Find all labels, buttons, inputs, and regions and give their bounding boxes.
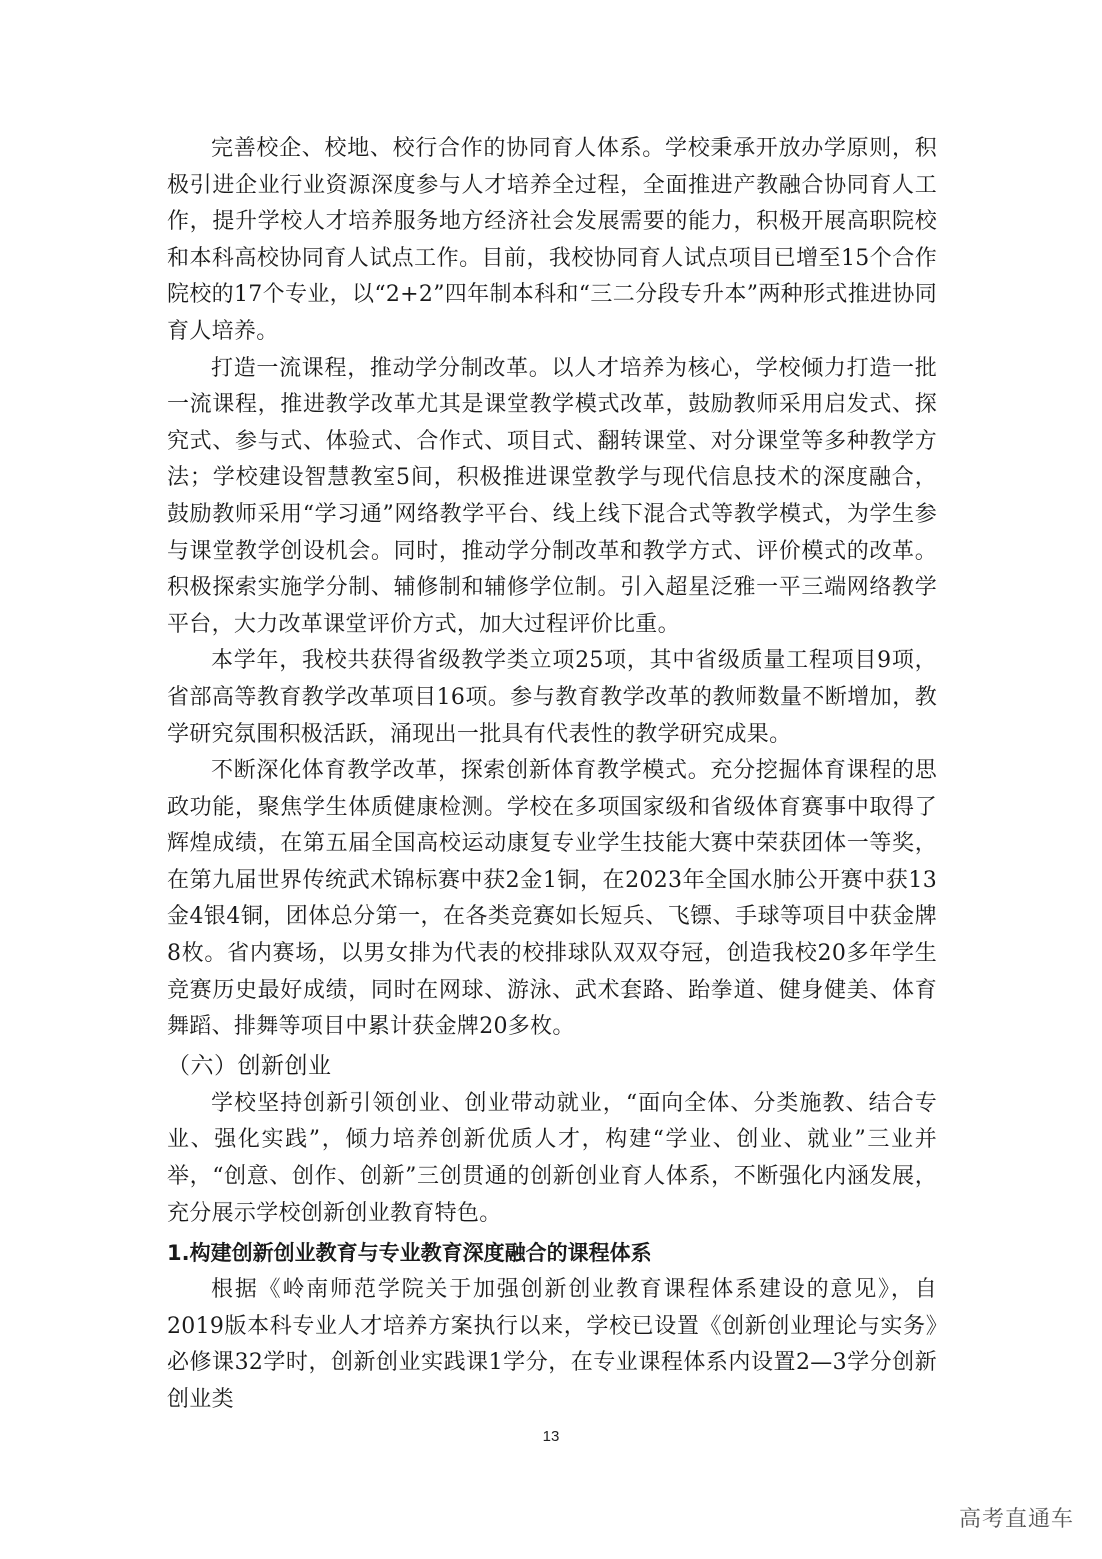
document-body	[167, 131, 937, 1419]
paragraph-first-class-courses: 打造一流课程，推动学分制改革。以人才培养为核心，学校倾力打造一批一流课程，推进教学改革尤其是课堂教学模式改革，鼓励教师采用启发式、探究式、参与式、体验式、合作式、项目式、翻转课堂、对分课堂等多种教学方法；学校建设智慧教室5间，积极推进课堂教学与现代信息技术的深度融合，鼓励教师采用“学习通”网络教学平台、线上线下混合式等教学模式，为学生参与课堂教学创设机会。同时，推动学分制改革和教学方式、评价模式的改革。积极探索实施学分制、辅修制和辅修学位制。引入超星泛雅一平三端网络教学平台，大力改革课堂评价方式，加大过程评价比重。	[167, 355, 937, 637]
section-heading-innovation: （六）创新创业	[167, 1052, 332, 1079]
paragraph-collaborative-education: 完善校企、校地、校行合作的协同育人体系。学校秉承开放办学原则，积极引进企业行业资源深度参与人才培养全过程，全面推进产教融合协同育人工作，提升学校人才培养服务地方经济社会发展需要的能力，积极开展高职院校和本科高校协同育人试点工作。目前，我校协同育人试点项目已增至15个合作院校的17个专业，以“2+2”四年制本科和“三二分段专升本”两种形式推进协同育人培养。	[167, 136, 937, 344]
paragraph-curriculum: 根据《岭南师范学院关于加强创新创业教育课程体系建设的意见》，自2019版本科专业人才培养方案执行以来，学校已设置《创新创业理论与实务》必修课32学时，创新创业实践课1学分，在专业课程体系内设置2—3学分创新创业类	[167, 1277, 937, 1412]
paragraph-sports-reform: 不断深化体育教学改革，探索创新体育教学模式。充分挖掘体育课程的思政功能，聚焦学生体质健康检测。学校在多项国家级和省级体育赛事中取得了辉煌成绩，在第五届全国高校运动康复专业学生技能大赛中荣获团体一等奖，在第九届世界传统武术锦标赛中获2金1铜，在2023年全国水肺公开赛中获13金4银4铜，团体总分第一，在各类竞赛如长短兵、飞镖、手球等项目中获金牌8枚。省内赛场，以男女排为代表的校排球队双双夺冠，创造我校20多年学生竞赛历史最好成绩，同时在网球、游泳、武术套路、跆拳道、健身健美、体育舞蹈、排舞等项目中累计获金牌20多枚。	[167, 758, 937, 1040]
paragraph-teaching-projects: 本学年，我校共获得省级教学类立项25项，其中省级质量工程项目9项，省部高等教育教学改革项目16项。参与教育教学改革的教师数量不断增加，教学研究氛围积极活跃，涌现出一批具有代表性的教学研究成果。	[167, 648, 937, 747]
subsection-heading-curriculum: 1.构建创新创业教育与专业教育深度融合的课程体系	[167, 1241, 652, 1266]
paragraph-innovation-intro: 学校坚持创新引领创业、创业带动就业，“面向全体、分类施教、结合专业、强化实践”，倾力培养创新优质人才，构建“学业、创业、就业”三业并举，“创意、创作、创新”三创贯通的创新创业育人体系，不断强化内涵发展，充分展示学校创新创业教育特色。	[167, 1090, 937, 1226]
watermark-text: 高考直通车	[958, 1507, 1074, 1532]
page-number: 13	[542, 1428, 560, 1445]
